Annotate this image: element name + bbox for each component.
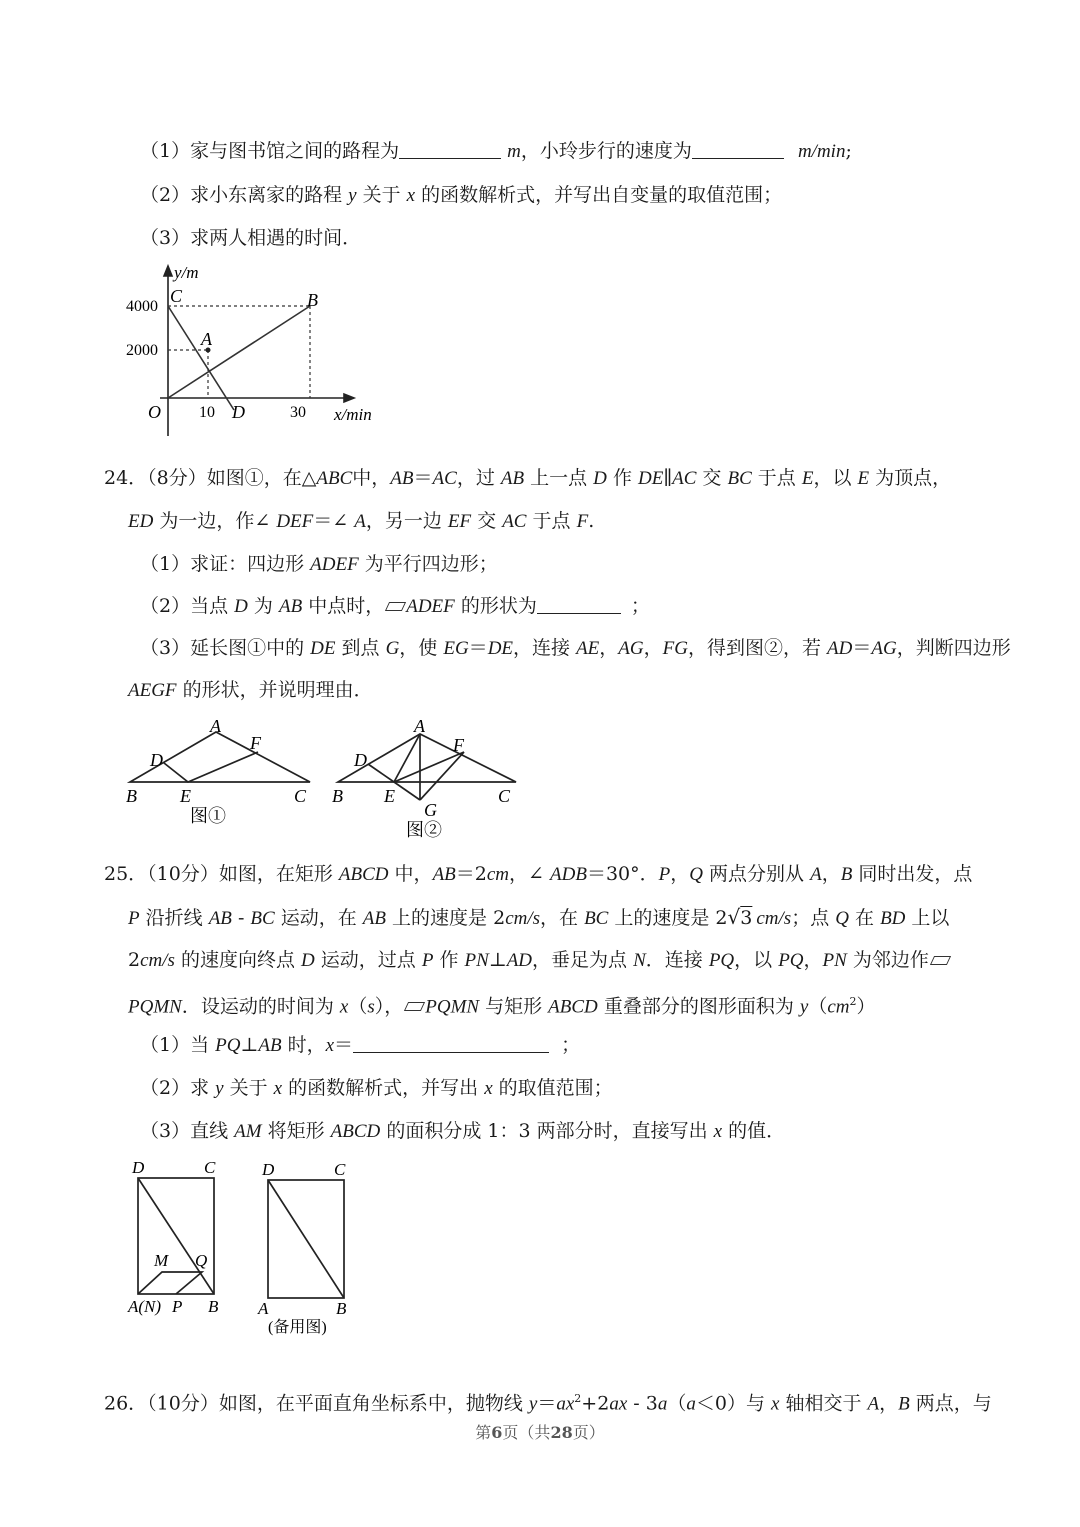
- label-C: C: [204, 1158, 216, 1177]
- origin-label: O: [148, 402, 161, 422]
- figure-24-2: [326, 712, 526, 842]
- q25-part3: （3）直线 AM 将矩形 ABCD 的面积分成 1：3 两部分时，直接写出 x 的值．: [140, 1120, 786, 1142]
- q24-line2: ED 为一边，作∠ DEF＝∠ A，另一边 EF 交 AC 于点 F.: [128, 510, 595, 532]
- label-D: D: [354, 750, 367, 770]
- label-A: A: [258, 1299, 269, 1318]
- line-OAB: [168, 306, 310, 398]
- label-B: B: [336, 1299, 347, 1318]
- diagonal-BD: [138, 1178, 214, 1294]
- page-footer: 第6页（共28页）: [475, 1423, 605, 1442]
- q24-part2: （2）当点 D 为 AB 中点时， ADEF 的形状为 ；: [140, 595, 650, 617]
- q25-line2: P 沿折线 AB - BC 运动，在 AB 上的速度是 2cm/s，在 BC 上的速度是 2√3 cm/s；点 Q 在 BD 上以: [128, 905, 950, 929]
- caption-fig2: 图②: [406, 820, 442, 840]
- label-E: E: [384, 786, 395, 806]
- label-F: F: [250, 733, 261, 753]
- tick-30: 30: [290, 404, 306, 421]
- figure-24-1: [120, 712, 320, 832]
- label-A: A: [210, 716, 221, 736]
- x-axis-arrow: [344, 394, 354, 402]
- label-D: D: [132, 1158, 145, 1177]
- line-CD: [168, 306, 234, 410]
- answer-blank[interactable]: [692, 140, 784, 159]
- parallelogram-PQMN: [138, 1272, 202, 1294]
- figure-25-1: [120, 1156, 240, 1318]
- parallelogram-icon: [385, 602, 406, 611]
- label-E: E: [180, 786, 191, 806]
- label-C: C: [498, 786, 511, 806]
- label-AN: A(N): [128, 1297, 162, 1316]
- label-M: M: [154, 1251, 169, 1270]
- q23-part2: （2）求小东离家的路程 y 关于 x 的函数解析式，并写出自变量的取值范围；: [140, 184, 783, 206]
- q25-part2: （2）求 y 关于 x 的函数解析式，并写出 x 的取值范围；: [140, 1077, 613, 1099]
- label-B: B: [126, 786, 137, 806]
- answer-blank[interactable]: [537, 595, 621, 614]
- label-D: D: [232, 402, 245, 422]
- parallelogram-icon: [930, 956, 951, 965]
- y-axis-label: y/m: [174, 263, 199, 282]
- label-B: B: [332, 786, 343, 806]
- label-P: P: [172, 1297, 183, 1316]
- label-B: B: [208, 1297, 219, 1316]
- y-axis-arrow: [164, 266, 172, 276]
- label-F: F: [453, 735, 464, 755]
- tick-2000: 2000: [126, 342, 158, 359]
- q23-part3: （3）求两人相遇的时间．: [140, 227, 362, 249]
- tick-4000: 4000: [126, 298, 158, 315]
- label-Q: Q: [195, 1251, 208, 1270]
- caption-spare-figure: (备用图): [268, 1319, 327, 1336]
- label-A: A: [414, 716, 425, 736]
- answer-blank[interactable]: [399, 140, 501, 159]
- label-C: C: [294, 786, 307, 806]
- diagonal-BD: [268, 1180, 344, 1298]
- caption-fig1: 图①: [190, 806, 226, 826]
- q25-part1: （1）当 PQ⊥AB 时，x＝ ；: [140, 1034, 581, 1056]
- parallelogram-icon: [404, 1002, 425, 1011]
- q26-line1: 26．（10分）如图，在平面直角坐标系中，抛物线 $y=ax^2+2ax - 3a(a<0)$与 x 轴相交于 A，B 两点，与: [104, 1392, 992, 1415]
- segment-EG: [394, 782, 420, 800]
- label-C: C: [334, 1160, 346, 1179]
- q24-part3-line1: （3）延长图①中的 DE 到点 G，使 EG＝DE，连接 AE，AG，FG，得到图②，若 AD＝AG，判断四边形: [140, 637, 1011, 659]
- q25-line3: 2cm/s 的速度向终点 D 运动，过点 P 作 PN⊥AD，垂足为点 N．连接 PQ，以 PQ，PN 为邻边作: [128, 948, 951, 973]
- q24-line1: 24．（8分）如图①，在△ABC中，AB＝AC，过 AB 上一点 D 作 DE∥AC 交 BC 于点 E，以 E 为顶点，: [104, 467, 952, 489]
- q24-part1: （1）求证：四边形 ADEF 为平行四边形；: [140, 553, 498, 575]
- segments-DE-EF: [164, 752, 258, 782]
- distance-time-graph: [120, 262, 390, 444]
- segment-FG: [420, 752, 464, 800]
- q23-part1: （1）家与图书馆之间的路程为 m，小玲步行的速度为 m/min;: [140, 140, 852, 162]
- q25-line4: PQMN．设运动的时间为 x（s）， PQMN 与矩形 ABCD 重叠部分的图形面积为 $y(cm^2)$: [128, 995, 876, 1018]
- label-D: D: [150, 750, 163, 770]
- label-D: D: [262, 1160, 275, 1179]
- q25-line1: 25．（10分）如图，在矩形 ABCD 中，AB＝2cm，∠ ADB＝30°．P，Q 两点分别从 A，B 同时出发，点: [104, 863, 973, 885]
- answer-blank[interactable]: [353, 1034, 549, 1053]
- q24-part3-line2: AEGF 的形状，并说明理由．: [128, 679, 373, 701]
- x-axis-label: x/min: [334, 405, 372, 424]
- tick-10: 10: [199, 404, 215, 421]
- label-G: G: [424, 800, 437, 820]
- label-C: C: [170, 286, 183, 306]
- label-B: B: [307, 290, 318, 310]
- label-A: A: [201, 329, 212, 349]
- sqrt-icon: √: [727, 905, 741, 929]
- figure-25-2: [252, 1156, 372, 1336]
